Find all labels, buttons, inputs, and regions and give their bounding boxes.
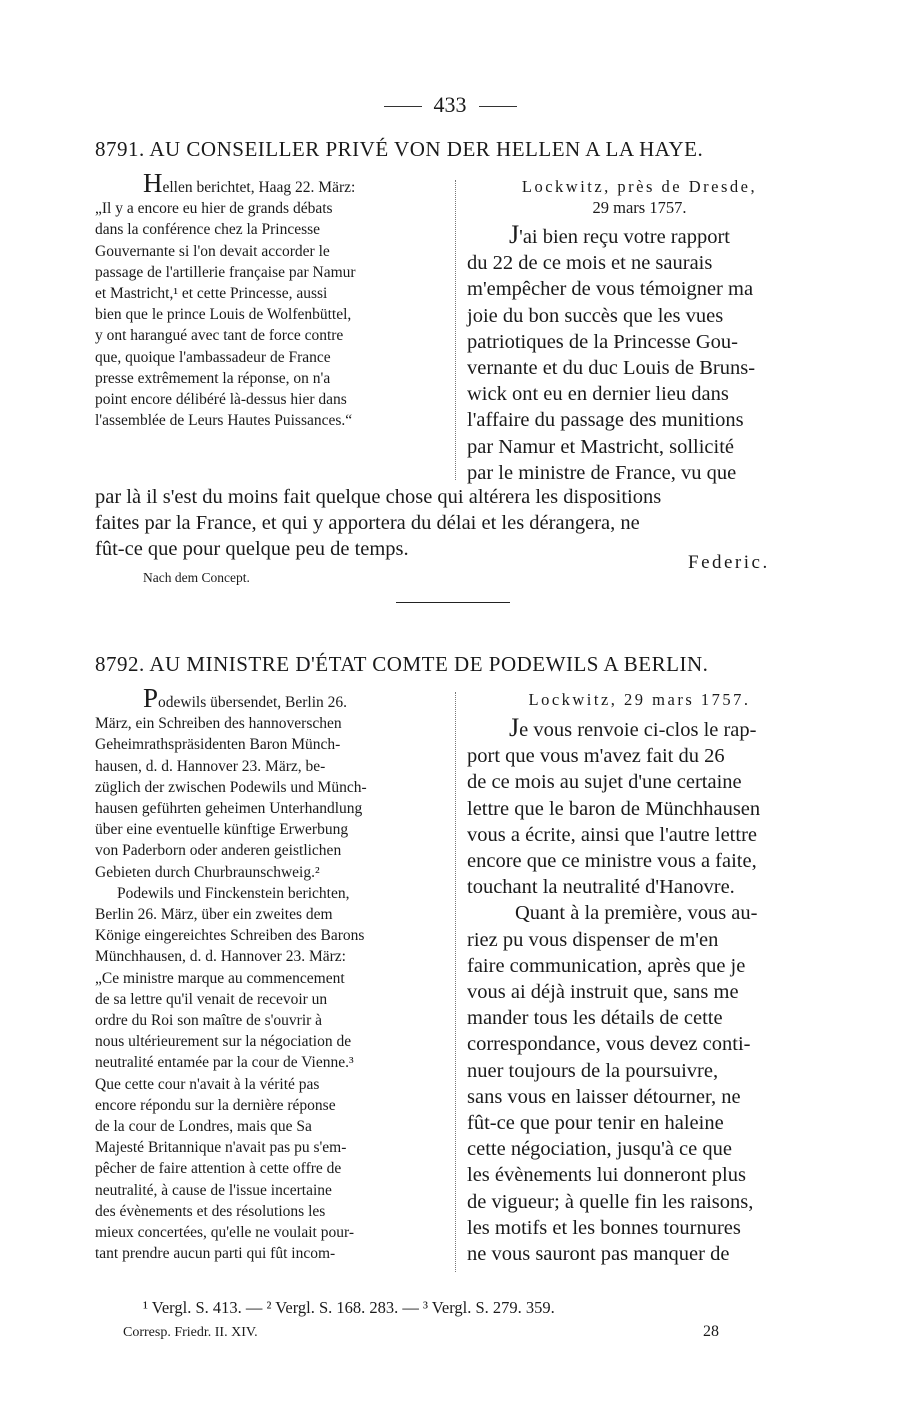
body-line: lettre que le baron de Münchhausen [467, 797, 761, 820]
summary-line: Münchhausen, d. d. Hannover 23. März: [95, 948, 346, 966]
summary-line: Que cette cour n'avait à la vérité pas [95, 1075, 320, 1093]
body-line: l'affaire du passage des munitions [467, 409, 744, 432]
footer-signature-mark: 28 [703, 1323, 719, 1340]
body-line: encore que ce ministre vous a faite, [467, 850, 757, 873]
summary-line: Gouvernante si l'on devait accorder le [95, 242, 330, 260]
body-line: fût-ce que pour tenir en haleine [467, 1112, 724, 1135]
summary-line: bien que le prince Louis de Wolfenbüttel, [95, 306, 352, 324]
page-number: 433 [0, 92, 900, 118]
summary-line: Könige eingereichtes Schreiben des Barons [95, 927, 365, 945]
body-line: correspondance, vous devez conti- [467, 1033, 751, 1056]
summary-line: Podewils und Finckenstein berichten, [117, 884, 350, 902]
summary-line: Berlin 26. März, über ein zweites dem [95, 906, 333, 924]
summary-line: de sa lettre qu'il venait de recevoir un [95, 990, 328, 1008]
summary-line: über eine eventuelle künftige Erwerbung [95, 821, 349, 839]
body-line: vous ai déjà instruit que, sans me [467, 981, 739, 1004]
page-number-dash-right [479, 106, 517, 107]
summary-line: point encore délibéré là-dessus hier dans [95, 391, 347, 409]
body-line: port que vous m'avez fait du 26 [467, 745, 725, 768]
summary-line: züglich der zwischen Podewils und Münch- [95, 778, 367, 796]
summary-line: nous ultérieurement sur la négociation de [95, 1033, 352, 1051]
summary-line: neutralité, à cause de l'issue incertaine [95, 1181, 332, 1199]
body-line: cette négociation, jusqu'à ce que [467, 1138, 732, 1161]
body-line: par Namur et Mastricht, sollicité [467, 435, 734, 458]
summary-line: des évènements et des résolutions les [95, 1202, 326, 1220]
summary-line: hausen, d. d. Hannover 23. März, be- [95, 757, 326, 775]
letter-8792-dateline: Lockwitz, 29 mars 1757. [528, 690, 751, 709]
letter-8791-full-width-text [95, 484, 812, 563]
body-line: faites par la France, et qui y apportera du délai et les dérangera, ne [95, 512, 640, 535]
summary-line: von Paderborn oder anderen geistlichen [95, 842, 342, 860]
body-line: ne vous sauront pas manquer de [467, 1243, 730, 1266]
source-note: Nach dem Concept. [143, 570, 250, 585]
body-line: les motifs et les bonnes tournures [467, 1216, 741, 1239]
body-line: m'empêcher de vous témoigner ma [467, 278, 754, 301]
body-line: vernante et du duc Louis de Bruns- [467, 357, 756, 380]
body-line: sans vous en laisser détourner, ne [467, 1085, 741, 1108]
letter-8791-summary: Hellen berichtet, Haag 22. März: „Il y a encore eu hier de grands débats dans la conférence chez la Princesse Gouvernante si l'on devait accorder le passage de l'artillerie française par Namur et Mastricht,¹ et cette Princesse, aussi bien que le prince Louis de Wolfenbüttel, y ont harangué avec tant de force contre que, quoique l'ambassadeur de France presse extrêmement la réponse, on n'a point encore délibéré là-dessus hier dans l'assemblée de Leurs Hautes Puissances.“ [95, 173, 441, 431]
page-number-dash-left [384, 106, 422, 107]
summary-initial: H [143, 168, 163, 198]
column-divider [455, 180, 456, 480]
footnotes: ¹ Vergl. S. 413. — ² Vergl. S. 168. 283. — ³ Vergl. S. 279. 359. [143, 1298, 555, 1317]
letter-8791-heading: 8791. AU CONSEILLER PRIVÉ VON DER HELLEN A LA HAYE. [95, 137, 704, 161]
summary-line: hausen geführten geheimen Unterhandlung [95, 800, 363, 818]
letter-8792-heading: 8792. AU MINISTRE D'ÉTAT COMTE DE PODEWILS A BERLIN. [95, 652, 709, 676]
summary-line: mieux concertées, qu'elle ne voulait pour- [95, 1224, 354, 1242]
letter-8792-body: Je vous renvoie ci-clos le rap- port que vous m'avez fait du 26 de ce mois au sujet d'une certaine lettre que le baron de Münchhausen vous a écrite, ainsi que l'autre lettre encore que ce ministre vous a faite, touchant la neutralité d'Hanovre. Quant à la première, vous au- riez pu vous dispenser de m'en faire communication, après que je vous ai déjà instruit que, sans me mander tous les détails de cette correspondance, vous devez conti- nuer toujours de la poursuivre, sans vous en laisser détourner, ne fût-ce que pour tenir en haleine cette négociation, jusqu'à ce que les évènements lui donneront plus de vigueur; à quelle fin les raisons, les motifs et les bonnes tournures ne vous sauront pas manquer de [467, 715, 812, 1267]
summary-line: Gebieten durch Churbraunschweig.² [95, 863, 320, 881]
summary-line: Geheimrathspräsidenten Baron Münch- [95, 736, 341, 754]
body-line: riez pu vous dispenser de m'en [467, 928, 719, 951]
body-line: patriotiques de la Princesse Gou- [467, 330, 738, 353]
summary-line: presse extrêmement la réponse, on n'a [95, 369, 331, 387]
body-line: vous a écrite, ainsi que l'autre lettre [467, 823, 758, 846]
letter-8792-summary: Podewils übersendet, Berlin 26. März, ein Schreiben des hannoverschen Geheimrathspräsidenten Baron Münch- hausen, d. d. Hannover 23. März, be- züglich der zwischen Podewils und Münch- hausen geführten geheimen Unterhandlung über eine eventuelle künftige Erwerbung von Paderborn oder anderen geistlichen Gebieten durch Churbraunschweig.² Podewils und Finckenstein berichten, Berlin 26. März, über ein zweites dem Könige eingereichtes Schreiben des Barons Münchhausen, d. d. Hannover 23. März: „Ce ministre marque au commencement de sa lettre qu'il venait de recevoir un ordre du Roi son maître de s'ouvrir à nous ultérieurement sur la négociation de neutralité entamée par la cour de Vienne.³ Que cette cour n'avait à la vérité pas encore répondu sur la dernière réponse de la cour de Londres, mais que Sa Majesté Britannique n'avait pas pu s'em- pêcher de faire attention à cette offre de neutralité, à cause de l'issue incertaine des évènements et des résolutions les mieux concertées, qu'elle ne voulait pour- tant prendre aucun parti qui fût incom- [95, 688, 441, 1264]
summary-line: y ont harangué avec tant de force contre [95, 327, 344, 345]
body-line: wick ont eu en dernier lieu dans [467, 383, 729, 406]
summary-line: et Mastricht,¹ et cette Princesse, aussi [95, 285, 328, 303]
summary-line: Majesté Britannique n'avait pas pu s'em- [95, 1139, 347, 1157]
letter-8791-body: J'ai bien reçu votre rapport du 22 de ce mois et ne saurais m'empêcher de vous témoigner ma joie du bon succès que les vues patriotiques de la Princesse Gou- vernante et du duc Louis de Bruns- wick ont eu en dernier lieu dans l'affaire du passage des munitions par Namur et Mastricht, sollicité par le ministre de France, vu que [467, 222, 812, 486]
summary-line: „Ce ministre marque au commencement [95, 969, 345, 987]
body-initial: J [509, 713, 520, 742]
body-line: joie du bon succès que les vues [467, 304, 724, 327]
signature: Federic. [688, 552, 770, 573]
summary-initial: P [143, 683, 159, 713]
summary-line: ordre du Roi son maître de s'ouvrir à [95, 1012, 323, 1030]
body-line: fût-ce que pour quelque peu de temps. [95, 538, 409, 561]
body-line: de ce mois au sujet d'une certaine [467, 771, 742, 794]
summary-line: l'assemblée de Leurs Hautes Puissances.“ [95, 412, 353, 430]
body-line: Quant à la première, vous au- [515, 902, 758, 925]
summary-line: tant prendre aucun parti qui fût incom- [95, 1245, 336, 1263]
summary-line: „Il y a encore eu hier de grands débats [95, 200, 333, 218]
summary-line: neutralité entamée par la cour de Vienne.³ [95, 1054, 354, 1072]
body-line: mander tous les détails de cette [467, 1007, 723, 1030]
body-line: faire communication, après que je [467, 954, 746, 977]
section-separator [396, 602, 510, 603]
body-line: touchant la neutralité d'Hanovre. [467, 876, 735, 899]
body-initial: J [509, 220, 520, 249]
letter-8791-dateline: Lockwitz, près de Dresde, 29 mars 1757. [521, 177, 758, 217]
footer-volume: Corresp. Friedr. II. XIV. [123, 1325, 258, 1340]
body-line: par le ministre de France, vu que [467, 461, 737, 484]
body-line: par là il s'est du moins fait quelque chose qui altérera les dispositions [95, 486, 662, 508]
summary-line: pêcher de faire attention à cette offre de [95, 1160, 342, 1178]
body-line: de vigueur; à quelle fin les raisons, [467, 1190, 754, 1213]
body-line: nuer toujours de la poursuivre, [467, 1059, 719, 1082]
summary-line: passage de l'artillerie française par Namur [95, 263, 356, 281]
body-line: les évènements lui donneront plus [467, 1164, 746, 1187]
summary-line: dans la conférence chez la Princesse [95, 221, 321, 239]
summary-line: encore répondu sur la dernière réponse [95, 1096, 336, 1114]
summary-line: que, quoique l'ambassadeur de France [95, 348, 331, 366]
summary-line: März, ein Schreiben des hannoverschen [95, 715, 342, 733]
body-line: du 22 de ce mois et ne saurais [467, 252, 713, 275]
column-divider [455, 692, 456, 1272]
summary-line: de la cour de Londres, mais que Sa [95, 1118, 312, 1136]
